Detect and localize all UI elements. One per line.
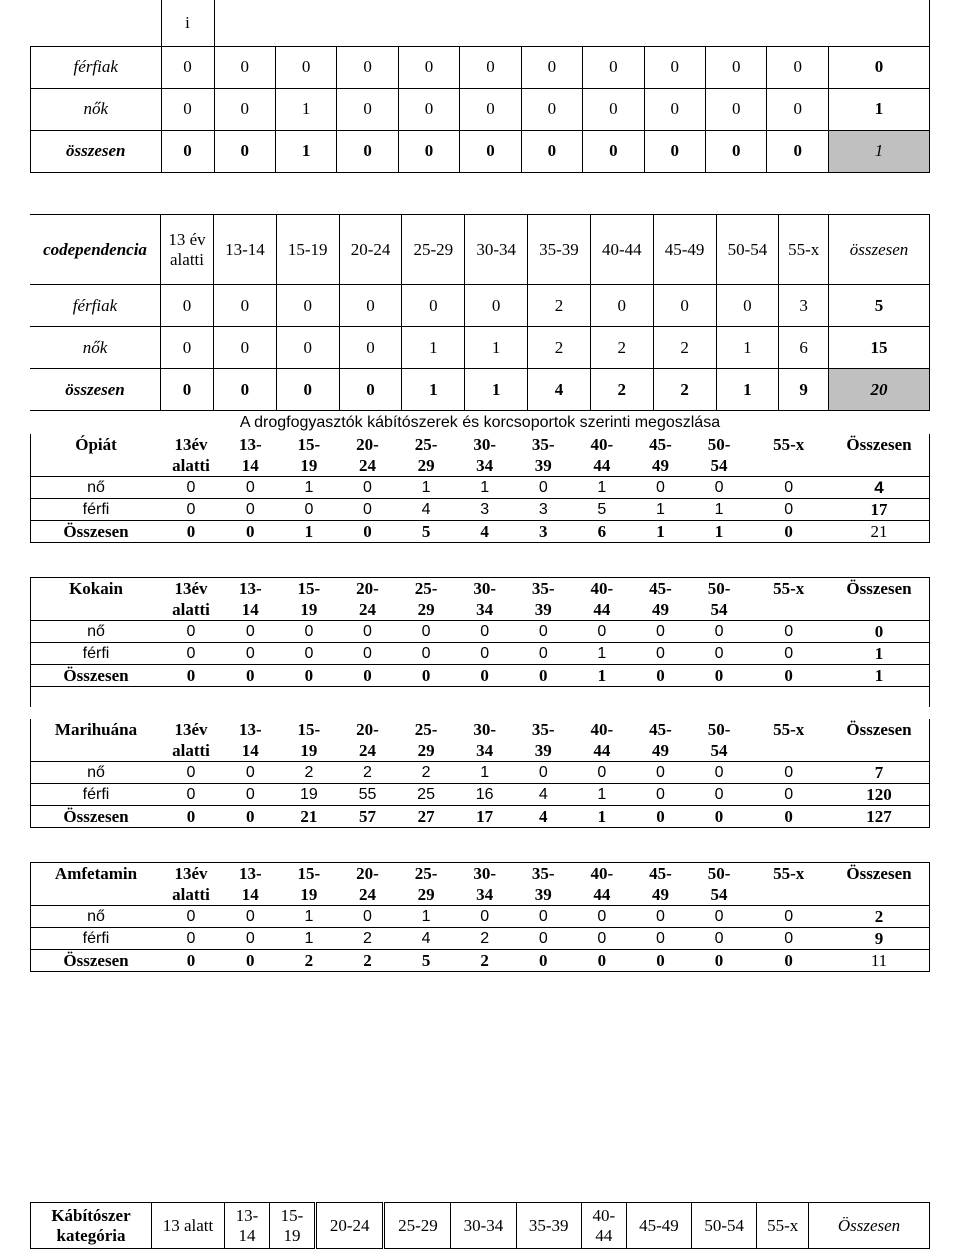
table-header-row: Kábítószer kategória 13 alatt 13- 14 15- 19 20-24 25-29 30-34 35-39 40- 44 45-49 50-54 55-x Összesen [31,1203,930,1249]
table-header-row: Marihuána 13év alatti 13- 14 15- 19 20- 24 25- 29 30- 34 35- 39 40- 44 45- 49 50- 54 55-x Összesen [31,719,930,762]
table-header-row: codependencia 13 év alatti 13-14 15-19 20-24 25-29 30-34 35-39 40-44 45-49 50-54 55-x összesen [30,215,930,285]
table-opiat [30,434,930,543]
table-row: összesen 0 0 0 0 1 1 4 2 2 1 9 20 [30,369,930,411]
table-codependencia [30,214,930,411]
table-row: férfi 0 0 0 0 4 3 3 5 1 1 0 17 [31,499,930,521]
table-row: férfi 0 0 0 0 0 0 0 1 0 0 0 1 [31,643,930,665]
table-row: férfi 0 0 1 2 4 2 0 0 0 0 0 9 [31,928,930,950]
table-kokain [30,577,930,707]
table-row: Összesen 0 0 21 57 27 17 4 1 0 0 0 127 [31,806,930,828]
table-row: férfiak 0 0 0 0 0 0 2 0 0 0 3 5 [30,285,930,327]
table-heroin-partial [30,0,930,173]
table-row: férfi 0 0 19 55 25 16 4 1 0 0 0 120 [31,784,930,806]
table-row: összesen 0 0 1 0 0 0 0 0 0 0 0 1 [31,130,930,172]
table-header-row: Kokain 13év alatti 13- 14 15- 19 20- 24 25- 29 30- 34 35- 39 40- 44 45- 49 50- 54 55-x Összesen [31,578,930,621]
table-row: nő 0 0 1 0 1 1 0 1 0 0 0 4 [31,477,930,499]
table-row: Összesen 0 0 1 0 5 4 3 6 1 1 0 21 [31,521,930,543]
spacer-row [31,687,930,707]
table-header-row: Amfetamin 13év alatti 13- 14 15- 19 20- 24 25- 29 30- 34 35- 39 40- 44 45- 49 50- 54 55-x Összesen [31,863,930,906]
table-row: nő 0 0 2 2 2 1 0 0 0 0 0 7 [31,762,930,784]
table-category-header [30,1202,930,1249]
page-title: A drogfogyasztók kábítószerek és korcsoportok szerinti megoszlása [239,414,721,431]
table-amfetamin [30,862,930,972]
top-marker: i [161,0,214,46]
table-marihuana [30,719,930,828]
table-header-row: Ópiát 13év alatti 13- 14 15- 19 20- 24 25- 29 30- 34 35- 39 40- 44 45- 49 50- 54 55-x Összesen [31,434,930,477]
table-row: Összesen 0 0 0 0 0 0 0 1 0 0 0 1 [31,665,930,687]
table-row: nő 0 0 1 0 1 0 0 0 0 0 0 2 [31,906,930,928]
table-row: Összesen 0 0 2 2 5 2 0 0 0 0 0 11 [31,950,930,972]
table-row: férfiak 0 0 0 0 0 0 0 0 0 0 0 0 [31,46,930,88]
table-row: nő 0 0 0 0 0 0 0 0 0 0 0 0 [31,621,930,643]
table-row: nők 0 0 1 0 0 0 0 0 0 0 0 1 [31,88,930,130]
table-row: nők 0 0 0 0 1 1 2 2 2 1 6 15 [30,327,930,369]
